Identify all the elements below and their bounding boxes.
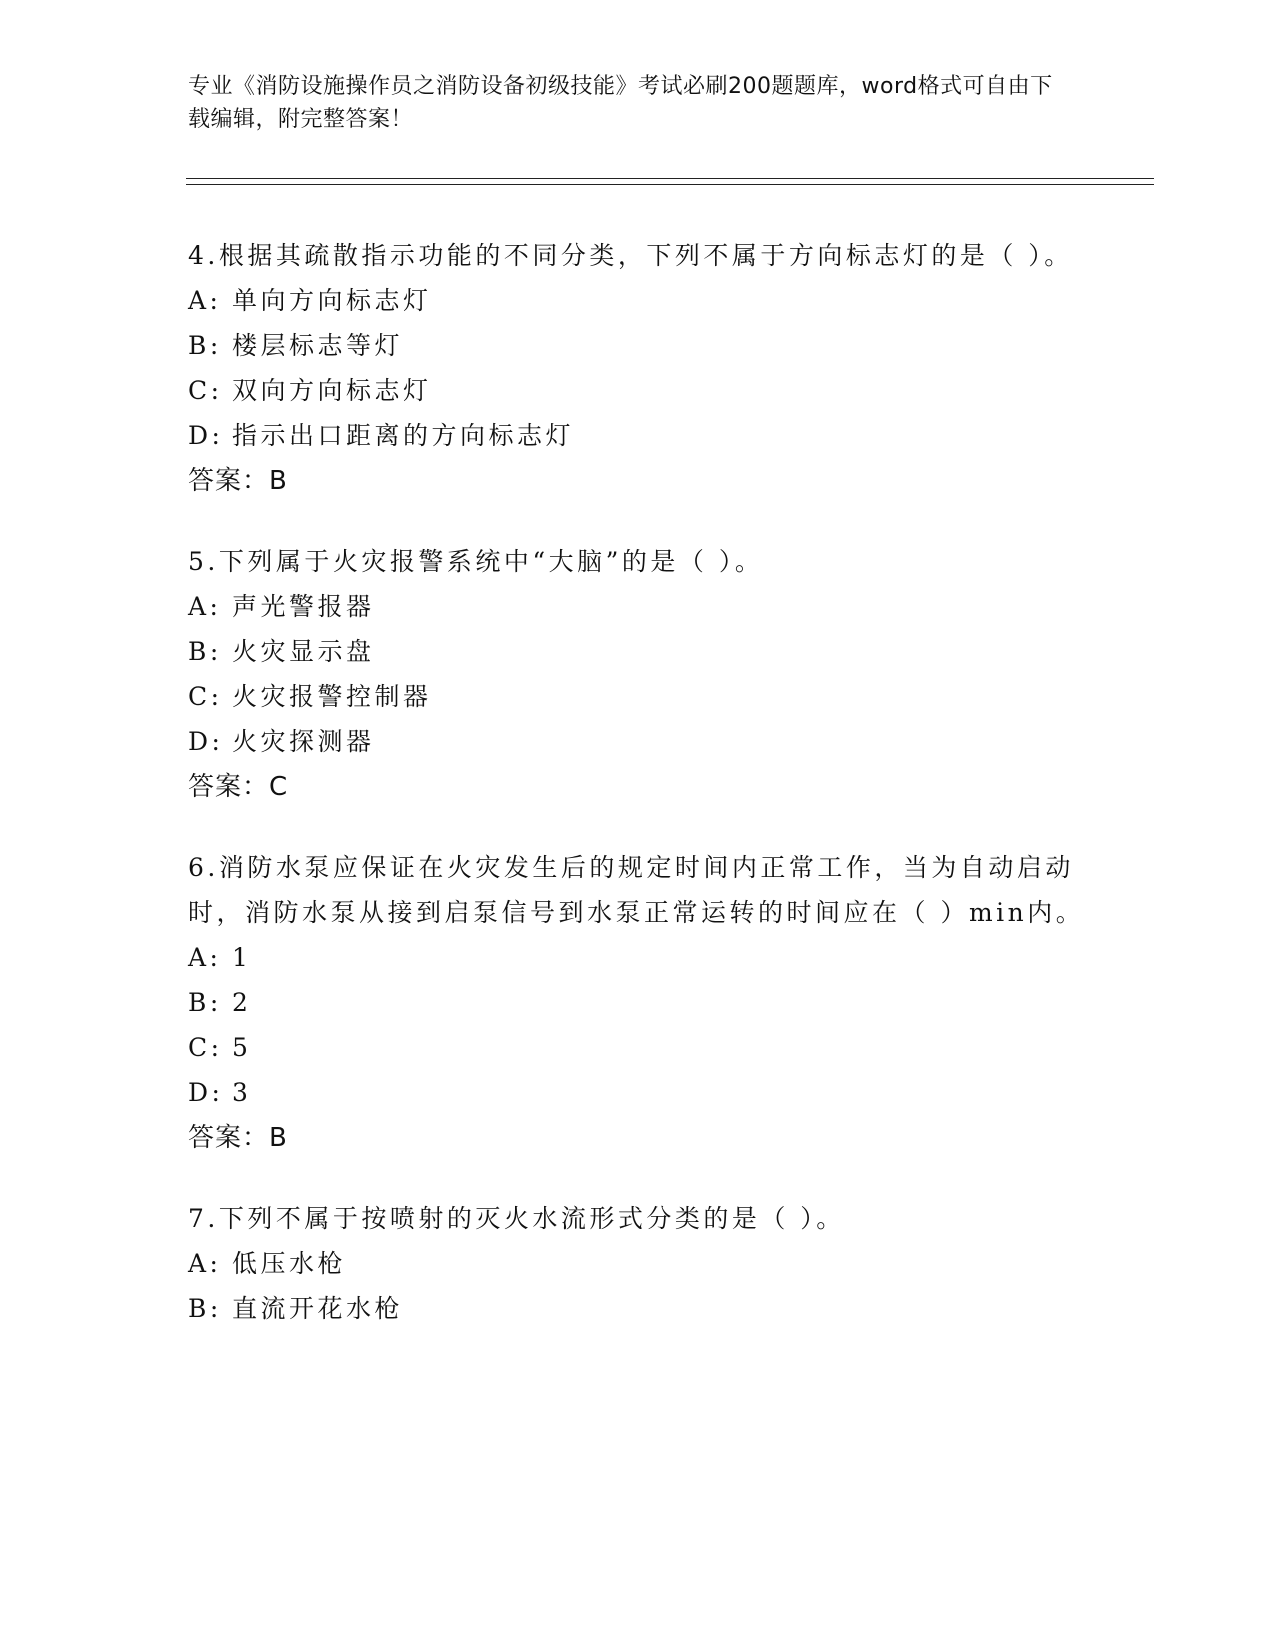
option-text: 楼层标志等灯 [232,331,404,360]
option-text: 低压水枪 [232,1249,347,1278]
question-4 [188,233,1088,504]
option-text: 火灾报警控制器 [232,682,432,711]
option-text: 3 [232,1078,252,1107]
option-text: 单向方向标志灯 [232,286,432,315]
answer-line: 答案：B [188,466,288,496]
option-key: A: [188,943,222,972]
option-text: 火灾显示盘 [232,637,375,666]
option-text: 直流开花水枪 [232,1294,404,1323]
option-a [188,584,1088,629]
option-key: A: [188,286,222,315]
option-key: D: [188,421,224,450]
question-stem: 4.根据其疏散指示功能的不同分类，下列不属于方向标志灯的是（ ）。 [188,241,1073,270]
option-key: A: [188,592,222,621]
option-c [188,674,1088,719]
option-text: 指示出口距离的方向标志灯 [232,421,575,450]
question-stem: 6.消防水泵应保证在火灾发生后的规定时间内正常工作，当为自动启动时，消防水泵从接到启泵信号到水泵正常运转的时间应在（ ）min内。 [188,853,1085,927]
option-text: 双向方向标志灯 [232,376,432,405]
option-b [188,323,1088,368]
option-text: 火灾探测器 [232,727,375,756]
answer-line: 答案：C [188,772,289,802]
option-text: 声光警报器 [232,592,375,621]
answer-line: 答案：B [188,1123,288,1153]
option-d [188,413,1088,458]
option-a [188,935,1088,980]
option-a [188,278,1088,323]
page-header: 专业《消防设施操作员之消防设备初级技能》考试必刷200题题库，word格式可自由下载编辑，附完整答案！ [188,74,1053,132]
question-list [188,233,1088,1366]
option-key: C: [188,682,223,711]
question-stem: 7.下列不属于按喷射的灭火水流形式分类的是（ ）。 [188,1204,845,1233]
option-key: C: [188,376,223,405]
option-d [188,719,1088,764]
header-divider [186,178,1154,185]
option-key: D: [188,727,224,756]
option-key: A: [188,1249,222,1278]
question-7 [188,1196,1088,1331]
question-stem: 5.下列属于火灾报警系统中“大脑”的是（ ）。 [188,547,764,576]
question-5 [188,539,1088,810]
option-key: B: [188,637,222,666]
option-text: 5 [232,1033,252,1062]
option-key: C: [188,1033,223,1062]
option-b [188,980,1088,1025]
option-key: D: [188,1078,224,1107]
option-key: B: [188,988,222,1017]
option-text: 1 [232,943,252,972]
option-key: B: [188,331,222,360]
option-key: B: [188,1294,222,1323]
option-a [188,1241,1088,1286]
option-d [188,1070,1088,1115]
question-6 [188,845,1088,1161]
option-text: 2 [232,988,252,1017]
option-b [188,629,1088,674]
option-c [188,1025,1088,1070]
option-c [188,368,1088,413]
option-b [188,1286,1088,1331]
